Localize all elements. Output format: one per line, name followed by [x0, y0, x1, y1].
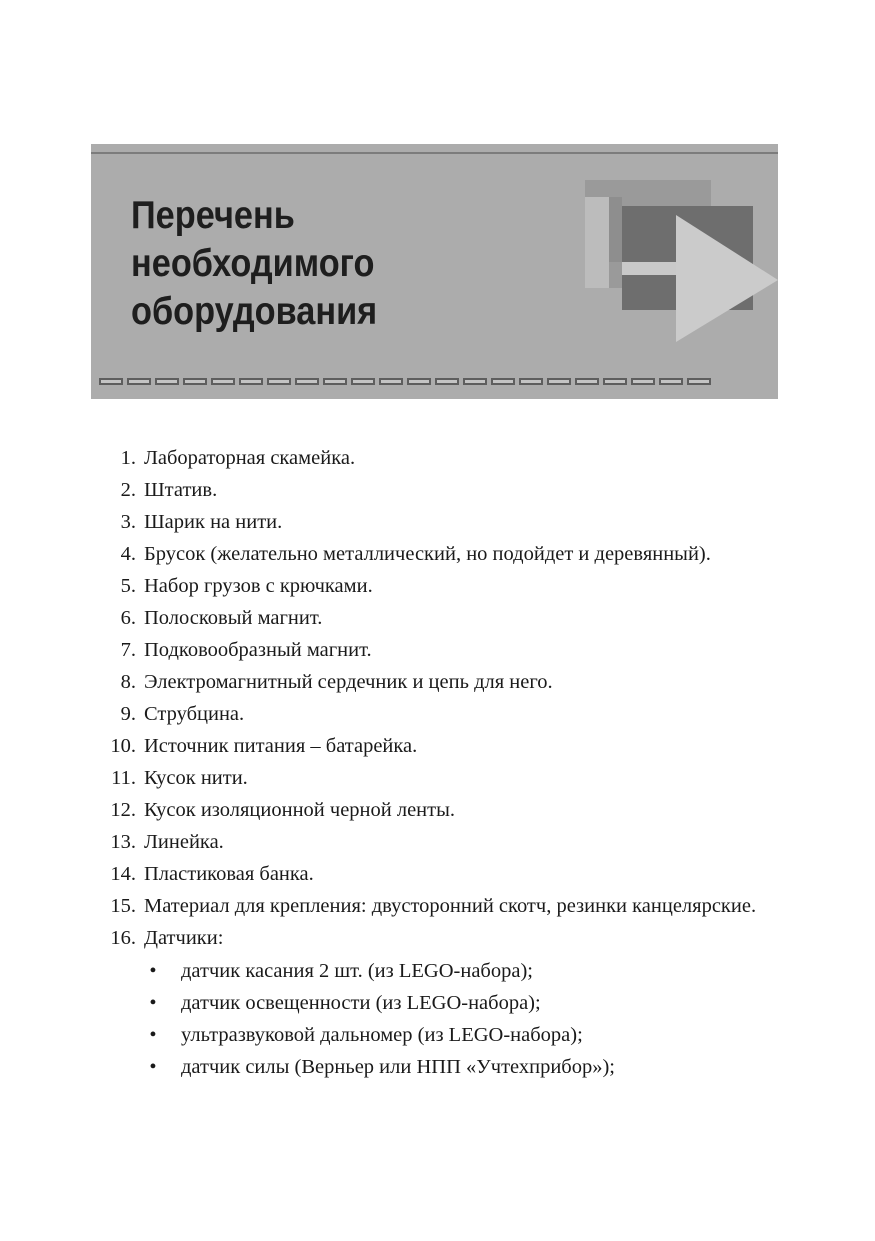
list-item-number: 13.	[110, 831, 136, 853]
deco-arrow-stem	[622, 262, 684, 275]
list-item-number: 11.	[111, 767, 136, 789]
list-item-number: 9.	[120, 703, 136, 725]
list-item-number: 1.	[120, 447, 136, 469]
list-item-text: Струбцина.	[144, 703, 245, 725]
list-item-number: 15.	[110, 895, 136, 917]
equipment-list	[0, 444, 875, 1085]
list-item-text: Материал для крепления: двусторонний скотч, резинки канцелярские.	[144, 895, 757, 917]
bullet-icon: •	[149, 960, 157, 982]
list-item-number: 10.	[110, 735, 136, 757]
list-item-number: 4.	[120, 543, 136, 565]
list-item-number: 7.	[120, 639, 136, 661]
list-item-number: 16.	[110, 927, 136, 949]
list-item-text: Источник питания – батарейка.	[144, 735, 418, 757]
deco-bar-light	[585, 197, 609, 288]
list-item	[0, 700, 875, 729]
list-item-text: Полосковый магнит.	[144, 607, 323, 629]
list-item-text: Штатив.	[144, 479, 218, 501]
list-item-text: Шарик на нити.	[144, 511, 283, 533]
bullet-icon: •	[149, 1024, 157, 1046]
deco-bar-mid	[609, 197, 622, 262]
chapter-title-line-2: необходимого	[131, 242, 375, 285]
list-item	[0, 668, 875, 697]
list-item-text: Набор грузов с крючками.	[144, 575, 373, 597]
list-item-text: Кусок нити.	[144, 767, 248, 789]
sensor-item	[0, 1053, 875, 1082]
list-item-text: Электромагнитный сердечник и цепь для него.	[144, 671, 553, 693]
list-item-text: Линейка.	[144, 831, 224, 853]
list-item	[0, 540, 875, 569]
sensor-item-text: ультразвуковой дальномер (из LEGO-набора);	[181, 1024, 583, 1046]
sensor-sublist	[0, 957, 875, 1082]
list-item-text: Кусок изоляционной черной ленты.	[144, 799, 456, 821]
list-item-number: 6.	[120, 607, 136, 629]
list-item	[0, 764, 875, 793]
list-item-text: Пластиковая банка.	[144, 863, 314, 885]
list-item	[0, 476, 875, 505]
list-item-text: Лабораторная скамейка.	[144, 447, 356, 469]
list-item-number: 5.	[120, 575, 136, 597]
arrow-graphic-icon	[91, 144, 778, 399]
list-item	[0, 444, 875, 473]
sensor-item-text: датчик силы (Верньер или НПП «Учтехприбор»);	[181, 1056, 616, 1078]
list-item-text: Брусок (желательно металлический, но подойдет и деревянный).	[144, 543, 711, 565]
chapter-banner	[91, 144, 778, 399]
list-item-number: 12.	[110, 799, 136, 821]
sensor-item-text: датчик освещенности (из LEGO-набора);	[181, 992, 541, 1014]
sensor-item	[0, 1021, 875, 1050]
list-item	[0, 572, 875, 601]
bullet-icon: •	[149, 992, 157, 1014]
list-item	[0, 828, 875, 857]
list-item-number: 8.	[120, 671, 136, 693]
list-item	[0, 732, 875, 761]
list-item	[0, 924, 875, 1082]
list-item	[0, 892, 875, 921]
chapter-title-line-3: оборудования	[131, 290, 378, 333]
bullet-icon: •	[149, 1056, 157, 1078]
banner-decorative-strip	[99, 378, 711, 385]
list-item-number: 3.	[120, 511, 136, 533]
sensor-item	[0, 957, 875, 986]
sensor-item	[0, 989, 875, 1018]
list-item	[0, 636, 875, 665]
list-item	[0, 860, 875, 889]
sensor-item-text: датчик касания 2 шт. (из LEGO-набора);	[181, 960, 533, 982]
list-item-text: Подковообразный магнит.	[144, 639, 372, 661]
chapter-title-line-1: Перечень	[131, 194, 295, 237]
list-item	[0, 604, 875, 633]
list-item-number: 14.	[110, 863, 136, 885]
list-item	[0, 508, 875, 537]
list-item-number: 2.	[120, 479, 136, 501]
list-item-text: Датчики:	[144, 927, 224, 949]
list-item	[0, 796, 875, 825]
